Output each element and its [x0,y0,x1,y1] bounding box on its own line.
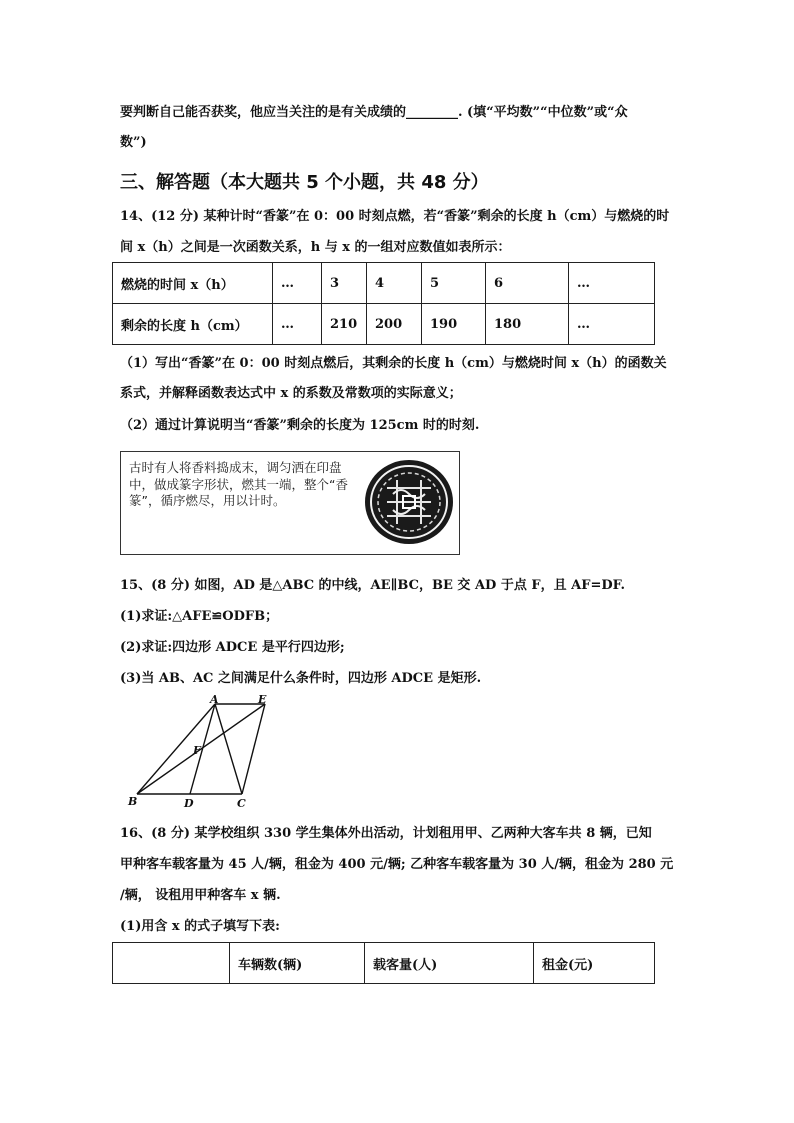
q13-text-line-1: 要判断自己能否获奖，他应当关注的是有关成绩的________. (填“平均数”“中位数”或“众 [120,105,628,120]
q14-sub2: （2）通过计算说明当“香篆”剩余的长度为 125cm 时的时刻. [120,418,480,433]
table-row [113,263,655,304]
q15-part-2: (2)求证:四边形 ADCE 是平行四边形; [120,640,345,655]
table-cell: 剩余的长度 h（cm） [113,304,273,345]
table-cell: … [569,263,655,304]
segment-ac [215,704,242,794]
label-f: F [193,744,201,757]
q13-text-line-2: 数”) [120,135,147,150]
q14-sub1-line-2: 系式，并解释函数表达式中 x 的系数及常数项的实际意义； [120,386,462,401]
table-cell: 200 [367,304,422,345]
table-cell: 燃烧的时间 x（h） [113,263,273,304]
q16-fill-table [112,942,655,984]
section-title: 三、解答题（本大题共 5 个小题，共 48 分） [120,172,489,193]
table-cell: 5 [422,263,486,304]
q16-text-line-2: 甲种客车载客量为 45 人/辆，租金为 400 元/辆; 乙种客车载客量为 30 人/辆，租金为 280 元 [120,857,674,872]
label-e: E [258,693,267,706]
table-cell: 190 [422,304,486,345]
label-c: C [237,797,246,810]
label-b: B [128,795,138,808]
table-cell: 6 [486,263,569,304]
segment-ab [137,704,215,794]
q14-value-table [112,262,655,345]
table-cell [113,943,230,984]
label-d: D [184,797,194,810]
q16-part-1: (1)用含 x 的式子填写下表: [120,919,280,934]
q14-text-line-2: 间 x（h）之间是一次函数关系，h 与 x 的一组对应数值如表所示： [120,240,511,255]
q16-text-line-3: /辆， 设租用甲种客车 x 辆. [120,888,281,903]
table-cell: 4 [367,263,422,304]
table-cell: 210 [322,304,367,345]
table-row [113,943,655,984]
table-cell: 租金(元) [534,943,655,984]
table-cell: … [273,304,322,345]
table-cell: 载客量(人) [365,943,534,984]
q14-text-line-1: 14、(12 分) 某种计时“香篆”在 0：00 时刻点燃，若“香篆”剩余的长度 h（cm）与燃烧的时 [120,209,670,224]
incense-note-box [120,451,460,555]
table-cell: 车辆数(辆) [230,943,365,984]
q14-sub1-line-1: （1）写出“香篆”在 0：00 时刻点燃后，其剩余的长度 h（cm）与燃烧时间 x（h）的函数关 [120,356,667,371]
table-cell: … [273,263,322,304]
q15-text-line-1: 15、(8 分) 如图，AD 是△ABC 的中线，AE∥BC，BE 交 AD 于点 F，且 AF=DF. [120,578,626,593]
incense-note-text: 古时有人将香料捣成末，调匀洒在印盘中，做成篆字形状，燃其一端，整个“香篆”，循序燃尽，用以计时。 [129,460,348,508]
q16-text-line-1: 16、(8 分) 某学校组织 330 学生集体外出活动，计划租用甲、乙两种大客车共 8 辆，已知 [120,826,652,841]
q15-part-1: (1)求证:△AFE≌ODFB； [120,609,279,624]
table-cell: … [569,304,655,345]
incense-seal-image [363,458,455,546]
table-row [113,304,655,345]
q15-part-3: (3)当 AB、AC 之间满足什么条件时，四边形 ADCE 是矩形. [120,671,482,686]
table-cell: 3 [322,263,367,304]
label-a: A [210,693,219,706]
geometry-figure [125,693,285,811]
table-cell: 180 [486,304,569,345]
